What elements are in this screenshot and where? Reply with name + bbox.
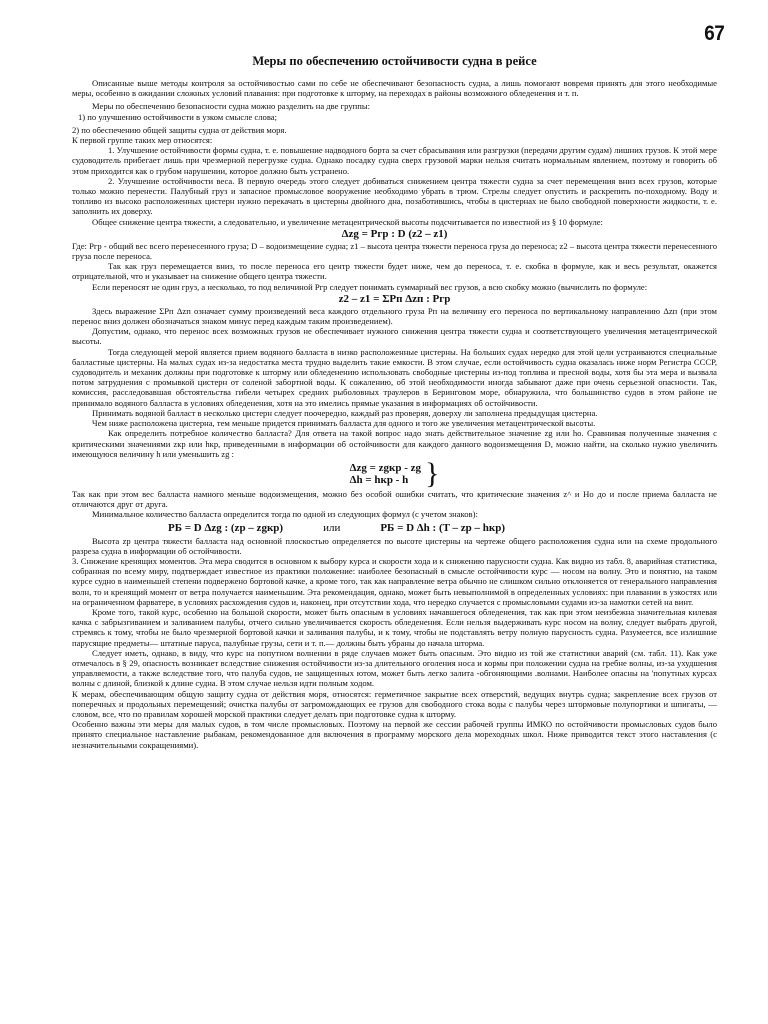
- paragraph: Описанные выше методы контроля за остойчивостью сами по себе не обеспечивают безопасность судна, а лишь помогают вовремя принять для этого необходимые меры, особенно в ожидании сложных условий плавания: при подготовке к шторму, на переходах в районы возможного обледенения и т. п.: [72, 78, 717, 99]
- paragraph: Тогда следующей мерой является прием водяного балласта в низко расположенные цистерны. На больших судах нередко для этой цели устраиваются специальные балластные цистерны. На малых судах из-за недостатка места трудно выделить такие емкости. В этом случае, если остойчивость судна оказалась ниже норм Регистра СССР, судоводитель и механик должны при подготовке к шторму или обледенению использовать свободные цистерны из-под топлива и пресной воды, хотя бы эта мера и вызвала потом затруднения с промывкой цистерн от соленой забортной воды. К сожалению, об этой необходимости иногда забывают даже при очень серьезной опасности. Так, комиссия, расследовавшая обстоятельства гибели четырех средних рыболовных траулеров в Беринговом море, обнаружила, что большинство судов в этом районе не принимало водяного балласта в условиях обледенения, хотя на это имелись прямые указания в информациях об остойчивости.: [72, 346, 717, 408]
- paragraph: К первой группе таких мер относятся:: [72, 135, 213, 146]
- paragraph: Если переносят не один груз, а несколько, то под величиной Pгр следует понимать суммарный вес грузов, а всю скобку можно (вычислить по формуле:: [92, 281, 648, 292]
- paragraph: Как определить потребное количество балласта? Для ответа на такой вопрос надо знать действительное значение zg или hо. Сравнивая полученные значения с критическими значениями zкр или hкр, приведенными в информации об остойчивости для каждого данного водоизмещения D, можно найти, на сколько нужно увеличить имеющуюся величину h или уменьшить zg :: [72, 428, 717, 459]
- formula-group: [72, 456, 717, 490]
- list-item: 2) по обеспечению общей защиты судна от действия моря.: [72, 124, 287, 135]
- paragraph: Принимать водяной балласт в несколько цистерн следует поочередно, каждый раз проверяя, доверху ли заполнена предыдущая цистерна.: [92, 407, 598, 418]
- paragraph: Допустим, однако, что перенос всех возможных грузов не обеспечивает нужного снижения центра тяжести судна и соответствующего увеличения метацентрической высоты.: [72, 326, 717, 347]
- paragraph: Здесь выражение ΣPп Δzп означает сумму произведений веса каждого отдельного груза Pп на величину его переноса по вертикальному направлению Δzп (при этом перенос вниз должен обозначаться знаком минус перед каждым таким произведением).: [72, 305, 717, 327]
- paragraph: Так как при этом вес балласта намного меньше водоизмещения, можно без особой ошибки считать, что критические значения z^ и Hо до и после приема балласта не отличаются друг от друга.: [72, 488, 717, 510]
- paragraph: Меры по обеспечению безопасности судна можно разделить на две группы:: [92, 101, 370, 112]
- paragraph: Высота zр центра тяжести балласта над основной плоскостью определяется по высоте цистерны на чертеже общего расположения судна или на схеме продольного разреза судна в информации об остойчивости.: [72, 535, 717, 556]
- paragraph: К мерам, обеспечивающим общую защиту судна от действия моря, относятся: герметичное закрытие всех отверстий, ведущих внутрь судна; закрепление всех грузов от поперечных и продольных перемещений; очистка палубы от загромождающих ее грузов для свободного стока воды с палубы через штормовые полупортики и шпигаты, — словом, все, что по правилам хорошей морской практики следует делать при подготовке судна к шторму.: [72, 688, 717, 719]
- paragraph: Общее снижение центра тяжести, а следовательно, и увеличение метацентрической высоты подсчитывается по известной из § 10 формуле:: [92, 216, 603, 227]
- formula: Δh = hкр - h: [349, 473, 409, 486]
- formula-or: или: [323, 521, 341, 534]
- paragraph: Особенно важны эти меры для малых судов, в том числе промысловых. Поэтому на первой же сессии рабочей группы ИМКО по остойчивости промысловых судов было принято специальное наставление рыбакам, рекомендованное для включения в программу морского дела мореходных школ. Ниже приводится текст этого наставления (с незначительными сокращениями).: [72, 719, 717, 750]
- document-page: [72, 22, 717, 750]
- paragraph: Минимальное количество балласта определится тогда по одной из следующих формул (с учетом знаков):: [92, 509, 478, 520]
- formula: PБ = D Δh : (T – zp – hкр): [380, 521, 505, 534]
- paragraph: 3. Снижение кренящих моментов. Эта мера сводится в основном к выбору курса и скорости хода и к снижению парусности судна. Как видно из табл. 8, аварийная статистика, собранная по всему миру, подтверждает известное из практики положение: наиболее безопасный в смысле остойчивости курс — носом на волну. Это и понятно, на таком курсе судно в наименьшей степени подвержено бортовой качке, а кроме того, так как направление ветра обычно не слишком сильно отклоняется от генерального направления волн, то и кренящий момент от ветра получается наименьшим. Эта рекомендация, однако, может быть невыполнимой в определенных условиях: при плавании в узкостях или на ограниченном фарватере, в условиях расхождения судов и, наконец, при отсутствии хода, что нередко случается с промысловыми судами из-за намотки сетей на винт.: [72, 555, 717, 607]
- formula: PБ = D Δzg : (zp – zgкр): [168, 521, 284, 534]
- paragraph: Кроме того, такой курс, особенно на большой скорости, может быть опасным в условиях начавшегося обледенения, так как при этом неизбежна значительная килевая качка с забрызгиванием и заливанием палубы, отчего сильно увеличивается скорость обледенения. Если нельзя выдерживать курс носом на волну, следует выбрать другой, стремясь к тому, чтобы не было чрезмерной бортовой качки и заливания палубы, и к тому, чтобы не подставлять ветру полную парусность судна. Разумеется, все излишние парусящие предметы— штатные паруса, палубные грузы, сети и т. п.— должны быть убраны до начала шторма.: [72, 606, 717, 648]
- paragraph: 1. Улучшение остойчивости формы судна, т. е. повышение надводного борта за счет сбрасывания или разгрузки (передачи другим судам) лишних грузов. К этой мере судоводитель прибегает лишь при чрезмерной перегрузке судна. Однако посадку судна сверх грузовой марки нельзя считать нормальным явлением, поэтому и говорить об этом приходится как о грубом нарушении, которое должно быть устранено.: [72, 145, 717, 176]
- formula: z2 – z1 = ΣPп Δzп : Pгр: [338, 292, 451, 305]
- list-item: 1) по улучшению остойчивости в узком смысле слова;: [78, 111, 277, 122]
- formula-row: [168, 522, 717, 534]
- brace-glyph: }: [425, 456, 440, 490]
- paragraph: Следует иметь, однако, в виду, что курс на попутном волнении в ряде случаев может быть опасным. Это видно из той же статистики аварий (см. табл. 11). Как уже отмечалось в § 29, опасность возникает вследствие снижения остойчивости из-за длительного оголения носа и кормы при положении судна на гребне волны, из-за ухудшения управляемости, а также вследствие того, что палуба судов, не защищенных ютом, может быть легко залита -обгоняющими .волнами. Наиболее опасны на 'попутных курсах волны с длиной, близкой к длине судна. В этом случае нельзя идти полным ходом.: [72, 647, 717, 689]
- paragraph: 2. Улучшение остойчивости веса. В первую очередь этого следует добиваться снижением центра тяжести судна за счет перемещения вниз всех грузов, которые только можно перенести. Палубный груз и запасное промысловое вооружение необходимо убрать в трюм. Стрелы следует опустить и раскрепить по-походному. Воду и топливо из высоко расположенных цистерн нужно перекачать в цистерны двойного дна, позаботившись, чтобы в цистернах не было свободной поверхности жидкости, т. е. заполнить их доверху.: [72, 175, 717, 217]
- page-title: Меры по обеспечению остойчивости судна в рейсе: [252, 54, 537, 68]
- paragraph: Так как груз перемещается вниз, то после переноса его центр тяжести будет ниже, чем до переноса, т. е. скобка в формуле, как и весь результат, окажется отрицательной, что и указывает на снижение общего центра тяжести.: [72, 261, 717, 282]
- page-number: 67: [703, 22, 724, 45]
- paragraph: Чем ниже расположена цистерна, тем меньше придется принимать балласта для одного и того же увеличения метацентрической высоты.: [92, 418, 596, 429]
- paragraph: Где: Pгр - общий вес всего перенесенного груза; D – водоизмещение судна; z1 – высота центра тяжести переноса груза до переноса; z2 – высота центра тяжести перенесенного груза после переноса.: [72, 240, 717, 262]
- formula: Δzg = zgкр - zg: [349, 461, 422, 474]
- formula: Δzg = Pгр : D (z2 – z1): [341, 227, 448, 240]
